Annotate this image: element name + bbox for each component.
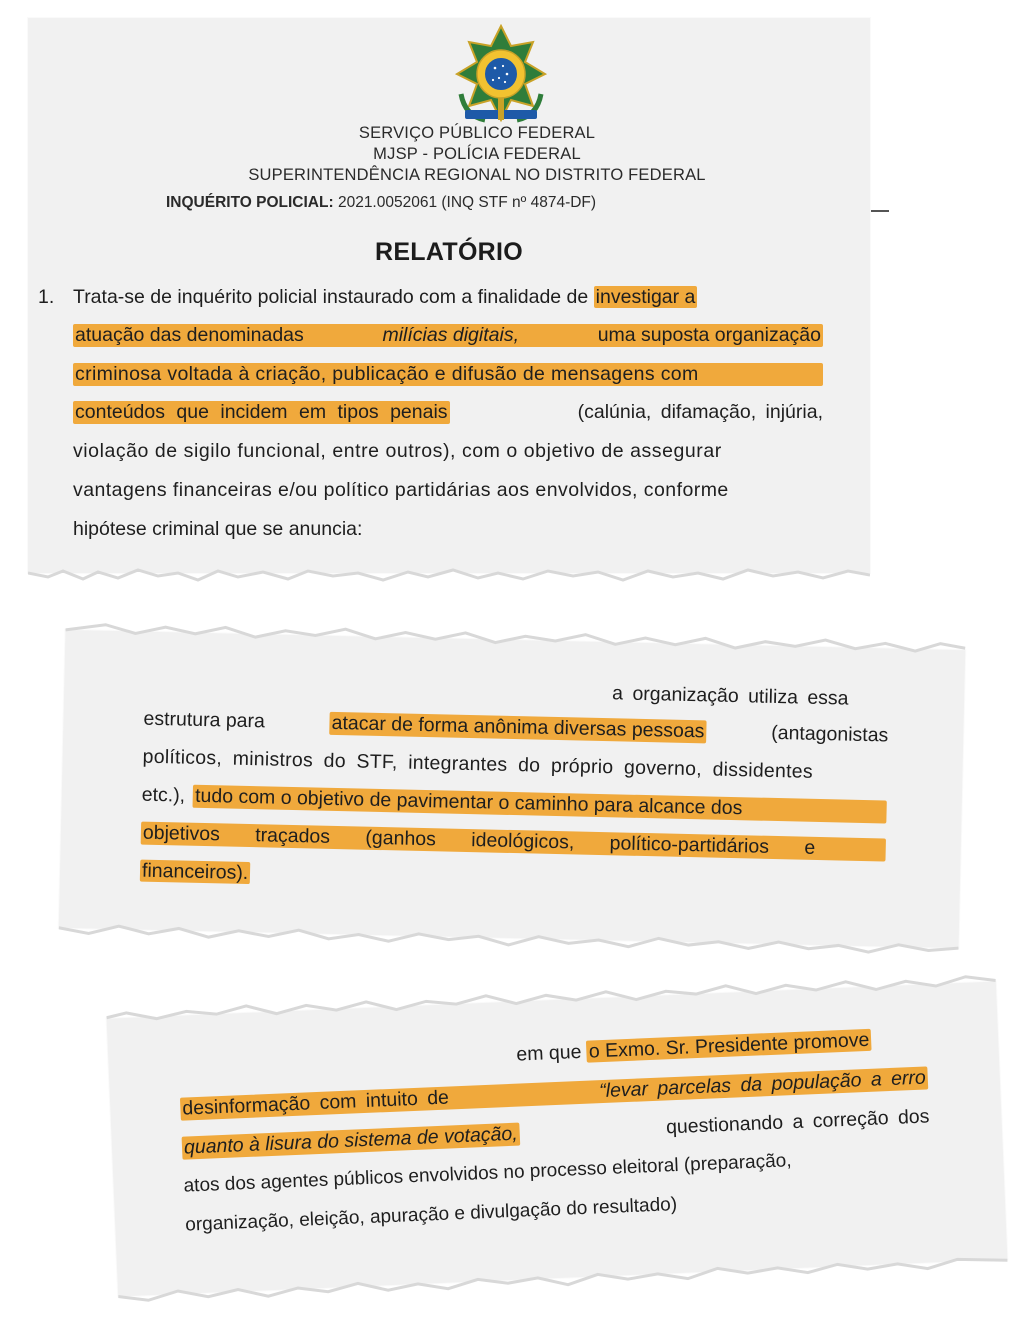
e3-line-5: organização, eleição, apuração e divulgação do resultado) — [184, 1194, 678, 1236]
e2-line-2 — [143, 708, 888, 748]
p1-line-2-italic: milícias digitais, — [382, 324, 519, 346]
e2-line-4 — [142, 784, 887, 824]
margin-mark — [871, 210, 889, 212]
e2-line-5-highlight: objetivos traçados (ganhos ideológicos, político-partidários e — [141, 822, 886, 862]
e2-line-5 — [141, 822, 886, 862]
p1-line-1-highlight: investigar a — [595, 286, 696, 308]
e3-line-2-part-a: desinformação com intuito de — [181, 1086, 450, 1120]
paragraph-number: 1. — [38, 286, 55, 308]
torn-edge — [28, 553, 870, 593]
document-strip-header — [28, 18, 870, 573]
e3-line-3-text: questionando a correção dos — [665, 1105, 930, 1139]
e3-line-1-text: em que — [515, 1040, 582, 1066]
p1-line-2-part-b: uma suposta organização — [597, 324, 821, 346]
header-superintendence-line: SUPERINTENDÊNCIA REGIONAL NO DISTRITO FEDERAL — [248, 166, 706, 184]
header-service-line: SERVIÇO PÚBLICO FEDERAL — [358, 124, 596, 142]
p1-line-4-highlight: conteúdos que incidem em tipos penais — [75, 401, 448, 423]
p1-line-4-text: (calúnia, difamação, injúria, — [577, 401, 823, 423]
header-ministry-line: MJSP - POLÍCIA FEDERAL — [373, 145, 581, 163]
brazil-coat-of-arms-icon — [445, 24, 557, 129]
title-text: RELATÓRIO — [374, 238, 524, 266]
e2-line-4-highlight: tudo com o objetivo de pavimentar o caminho para alcance dos — [193, 785, 887, 824]
p1-line-7: hipótese criminal que se anuncia: — [73, 518, 363, 540]
e2-line-2-highlight: atacar de forma anônima diversas pessoas — [329, 712, 706, 744]
e2-line-6-highlight: financeiros). — [141, 859, 249, 885]
inquerito-line — [166, 194, 596, 212]
p1-line-2-highlight — [73, 324, 823, 347]
e3-line-4: atos dos agentes públicos envolvidos no processo eleitoral (preparação, — [183, 1150, 792, 1197]
e3-line-2-italic: “levar parcelas da população a erro — [598, 1066, 927, 1103]
p1-line-3-highlight: criminosa voltada à criação, publicação e difusão de mensagens com — [73, 363, 823, 386]
inquerito-label: INQUÉRITO POLICIAL: — [166, 194, 334, 211]
p1-line-3 — [73, 363, 823, 386]
e2-line-3: políticos, ministros do STF, integrantes do próprio governo, dissidentes — [142, 745, 814, 783]
e3-line-1 — [516, 1029, 872, 1067]
p1-line-4 — [73, 401, 823, 424]
p1-line-5: violação de sigilo funcional, entre outros), com o objetivo de assegurar — [73, 440, 722, 462]
e2-line-1: a organização utiliza essa — [611, 682, 849, 710]
e2-line-2-text-a: estrutura para — [143, 707, 266, 733]
e2-line-6 — [140, 860, 251, 885]
p1-line-2-part-a: atuação das denominadas — [75, 324, 304, 346]
p1-line-6: vantagens financeiras e/ou político partidárias aos envolvidos, conforme — [73, 479, 729, 501]
torn-edge-bottom — [58, 908, 959, 968]
torn-edge-top — [65, 610, 966, 670]
e3-line-3-highlight: quanto à lisura do sistema de votação, — [182, 1123, 521, 1160]
p1-line-1 — [73, 286, 697, 309]
inquerito-value: 2021.0052061 (INQ STF nº 4874-DF) — [337, 194, 597, 211]
document-strip-excerpt-2 — [59, 630, 966, 948]
e2-line-2-text-b: (antagonistas — [770, 721, 889, 747]
p1-line-2 — [73, 324, 823, 347]
e3-line-1-highlight: o Exmo. Sr. Presidente promove — [588, 1028, 870, 1063]
document-title — [28, 238, 870, 267]
torn-edge-top — [106, 962, 997, 1039]
p1-line-1-text: Trata-se de inquérito policial instaurado com a finalidade de — [73, 286, 589, 308]
e2-line-4-text: etc.), — [141, 783, 186, 807]
torn-edge-bottom — [117, 1239, 1008, 1316]
document-strip-excerpt-3 — [107, 981, 1008, 1296]
